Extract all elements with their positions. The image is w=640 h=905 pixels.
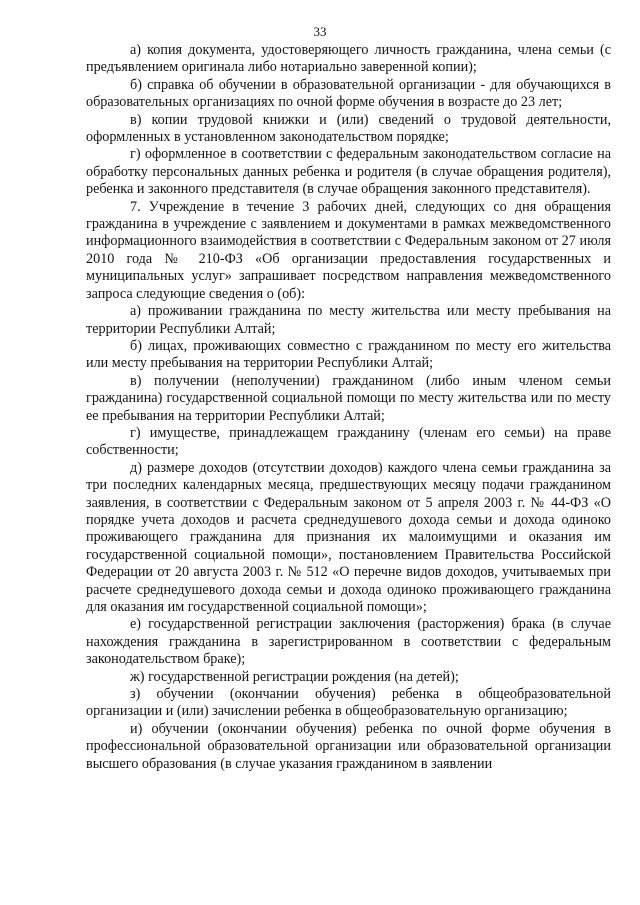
- paragraph-subitem-zh: ж) государственной регистрации рождения (на детей);: [130, 668, 459, 685]
- paragraph-subitem-e: е) государственной регистрации заключения (расторжения) брака (в случае нахождения гражданина в зарегистрированном в соответствии с федеральным законодательством браке);: [86, 616, 611, 668]
- paragraph-item-a: а) копия документа, удостоверяющего личность гражданина, члена семьи (с предъявлением оригинала либо нотариально заверенной копии);: [86, 42, 611, 76]
- page-number: 33: [313, 24, 327, 39]
- paragraph-subitem-i: и) обучении (окончании обучения) ребенка по очной форме обучения в профессиональной образовательной организации или образовательной организации высшего образования (в случае указания гражданином в заявлении: [86, 720, 611, 772]
- paragraph-clause-7: 7. Учреждение в течение 3 рабочих дней, следующих со дня обращения гражданина в учреждение с заявлением и документами в рамках межведомственного информационного взаимодействия в соответствии с Федеральным законом от 27 июля 2010 года № 210-ФЗ «Об организации предоставления государственных и муниципальных услуг» запрашивает посредством направления межведомственного запроса следующие сведения о (об):: [86, 198, 611, 302]
- paragraph-item-g: г) оформленное в соответствии с федеральным законодательством согласие на обработку персональных данных ребенка и родителя (в случае обращения родителя), ребенка и законного представителя (в случае обращения законного представителя).: [86, 146, 611, 198]
- paragraph-subitem-a: а) проживании гражданина по месту жительства или месту пребывания на территории Республики Алтай;: [86, 303, 611, 337]
- paragraph-subitem-b: б) лицах, проживающих совместно с гражданином по месту его жительства или месту пребывания на территории Республики Алтай;: [86, 337, 611, 372]
- paragraph-subitem-g: г) имуществе, принадлежащем гражданину (членам его семьи) на праве собственности;: [86, 424, 611, 459]
- document-body: [86, 42, 611, 773]
- paragraph-subitem-z: з) обучении (окончании обучения) ребенка в общеобразовательной организации и (или) зачислении ребенка в общеобразовательную организацию;: [86, 686, 611, 720]
- paragraph-subitem-v: в) получении (неполучении) гражданином (либо иным членом семьи гражданина) государственной социальной помощи по месту жительства или по месту ее пребывания на территории Республики Алтай;: [86, 372, 611, 424]
- paragraph-subitem-d: д) размере доходов (отсутствии доходов) каждого члена семьи гражданина за три последних календарных месяца, предшествующих месяцу подачи гражданином заявления, в соответствии с Федеральным законом от 5 апреля 2003 г. № 44-ФЗ «О порядке учета доходов и расчета среднедушевого дохода семьи и дохода одиноко проживающего гражданина для признания их малоимущими и оказания им государственной социальной помощи», постановлением Правительства Российской Федерации от 20 августа 2003 г. № 512 «О перечне видов доходов, учитываемых при расчете среднедушевого дохода семьи и дохода одиноко проживающего гражданина для оказания им государственной социальной помощи»;: [86, 459, 611, 615]
- paragraph-item-v: в) копии трудовой книжки и (или) сведений о трудовой деятельности, оформленных в установленном законодательством порядке;: [86, 111, 611, 146]
- paragraph-item-b: б) справка об обучении в образовательной организации - для обучающихся в образовательных организациях по очной форме обучения в возрасте до 23 лет;: [86, 76, 611, 111]
